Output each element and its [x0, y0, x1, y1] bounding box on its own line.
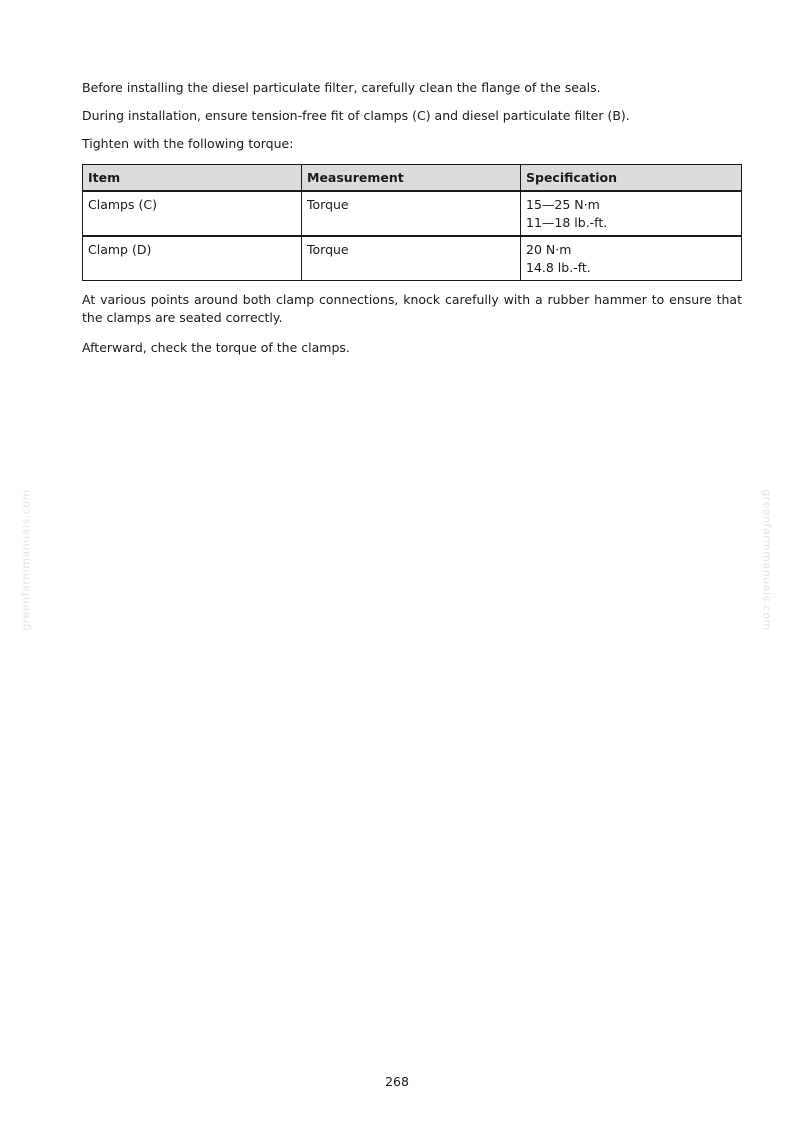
paragraph-knock-clamps: At various points around both clamp connections, knock carefully with a rubber hammer to ensure that the clamps are seated correctly. [82, 292, 742, 325]
cell-measurement: Torque [302, 191, 521, 236]
spec-metric: 15—25 N·m [526, 197, 600, 212]
cell-item: Clamps (C) [83, 191, 302, 236]
cell-specification [521, 236, 742, 281]
cell-measurement: Torque [302, 236, 521, 281]
spec-metric: 20 N·m [526, 242, 572, 257]
spec-imperial: 11—18 lb.-ft. [526, 215, 608, 230]
page-number: 268 [385, 1074, 409, 1089]
watermark-right: greenfarmmanuals.com [760, 489, 774, 631]
paragraph-installation-fit: During installation, ensure tension-free fit of clamps (C) and diesel particulate filter (B). [82, 108, 630, 123]
table-header-row [83, 165, 742, 192]
torque-spec-table [82, 164, 742, 281]
paragraph-clean-flange: Before installing the diesel particulate filter, carefully clean the flange of the seals. [82, 80, 601, 95]
watermark-left: greenfarmmanuals.com [19, 489, 33, 631]
table-row [83, 236, 742, 281]
table-row [83, 191, 742, 236]
paragraph-tighten-torque: Tighten with the following torque: [82, 136, 294, 151]
header-measurement: Measurement [302, 165, 521, 192]
spec-imperial: 14.8 lb.-ft. [526, 260, 591, 275]
cell-specification [521, 191, 742, 236]
cell-item: Clamp (D) [83, 236, 302, 281]
header-item: Item [83, 165, 302, 192]
header-specification: Specification [521, 165, 742, 192]
paragraph-check-torque: Afterward, check the torque of the clamps. [82, 340, 350, 355]
